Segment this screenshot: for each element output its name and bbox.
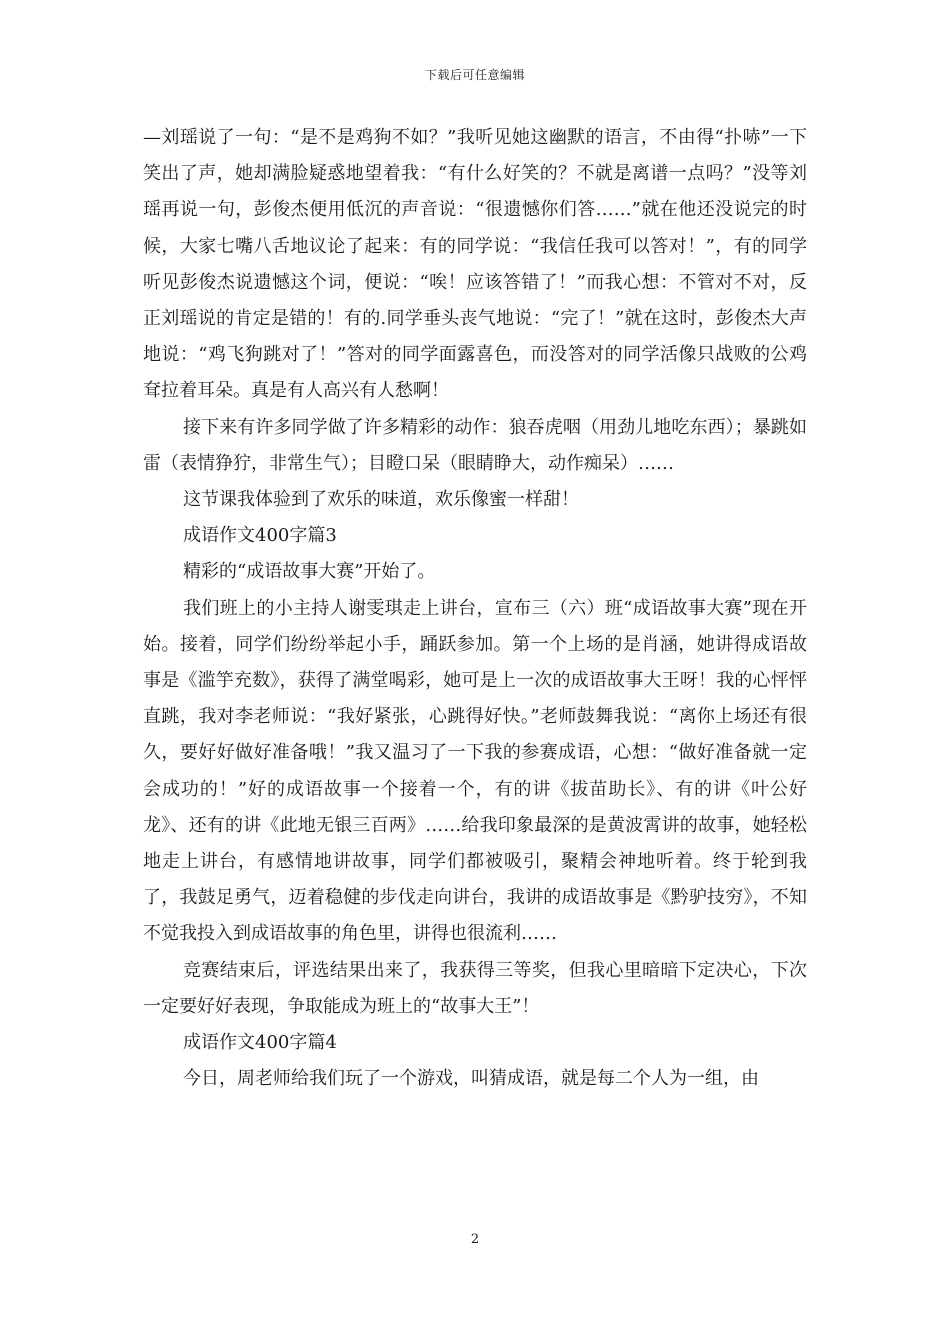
paragraph-6: 竞赛结束后，评选结果出来了，我获得三等奖，但我心里暗暗下定决心，下次一定要好好表现，争取能成为班上的“故事大王”！ [143,959,807,1017]
paragraph-5: 我们班上的小主持人谢雯琪走上讲台，宣布三（六）班“成语故事大赛”现在开始。接着，同学们纷纷举起小手，踊跃参加。第一个上场的是肖涵，她讲得成语故事是《滥竽充数》，获得了满堂喝彩，她可是上一次的成语故事大王呀！我的心怦怦直跳，我对李老师说：“我好紧张，心跳得好快。”老师鼓舞我说：“离你上场还有很久，要好好做好准备哦！”我又温习了一下我的参赛成语，心想：“做好准备就一定会成功的！”好的成语故事一个接着一个，有的讲《拔苗助长》、有的讲《叶公好龙》、还有的讲《此地无银三百两》……给我印象最深的是黄波霄讲的故事，她轻松地走上讲台，有感情地讲故事，同学们都被吸引，聚精会神地听着。终于轮到我了，我鼓足勇气，迈着稳健的步伐走向讲台，我讲的成语故事是《黔驴技穷》，不知不觉我投入到成语故事的角色里，讲得也很流利…… [143,597,807,945]
paragraph-4: 精彩的“成语故事大赛”开始了。 [183,561,436,583]
document-body [143,120,807,1097]
section-heading-4: 成语作文400字篇4 [183,1032,337,1054]
paragraph-3: 这节课我体验到了欢乐的味道，欢乐像蜜一样甜！ [183,489,579,511]
section-heading-3: 成语作文400字篇3 [183,525,337,547]
paragraph-7: 今日，周老师给我们玩了一个游戏，叫猜成语，就是每二个人为一组，由 [183,1068,759,1090]
page-number: 2 [470,1232,480,1247]
paragraph-1: —刘瑶说了一句：“是不是鸡狗不如？”我听见她这幽默的语言，不由得“扑哧”一下笑出了声，她却满脸疑惑地望着我：“有什么好笑的？不就是离谱一点吗？”没等刘瑶再说一句，彭俊杰便用低沉的声音说：“很遗憾你们答……”就在他还没说完的时候，大家七嘴八舌地议论了起来：有的同学说：“我信任我可以答对！”，有的同学听见彭俊杰说遗憾这个词，便说：“唉！应该答错了！”而我心想：不管对不对，反正刘瑶说的肯定是错的！有的.同学垂头丧气地说：“完了！”就在这时，彭俊杰大声地说：“鸡飞狗跳对了！”答对的同学面露喜色，而没答对的同学活像只战败的公鸡耷拉着耳朵。真是有人高兴有人愁啊！ [143,127,807,402]
page-header: 下载后可任意编辑 [424,68,525,82]
paragraph-2: 接下来有许多同学做了许多精彩的动作：狼吞虎咽（用劲儿地吃东西）；暴跳如雷（表情狰狞，非常生气）；目瞪口呆（眼睛睁大，动作痴呆）…… [143,416,807,474]
